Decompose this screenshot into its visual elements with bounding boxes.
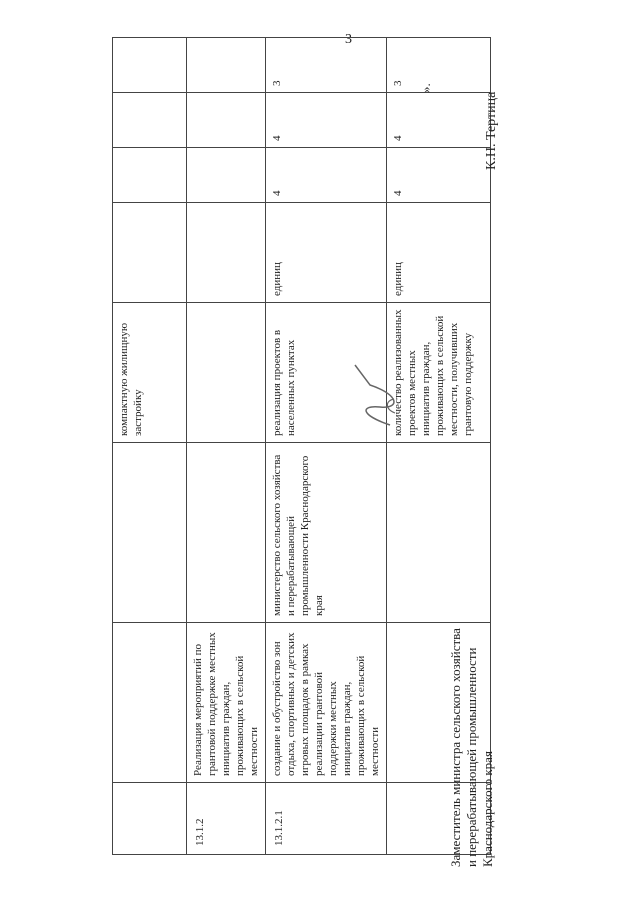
cell-value	[187, 38, 266, 93]
signer-position	[448, 628, 496, 867]
cell-value: 4	[387, 148, 491, 203]
cell-code	[113, 783, 187, 855]
cell-value: 4	[266, 148, 387, 203]
table-row	[187, 38, 266, 855]
cell-unit: единиц	[387, 203, 491, 303]
cell-name: Реализация мероприятий по грантовой поддержке местных инициатив граждан, проживающих в сельской местности	[187, 623, 266, 783]
cell-value	[187, 148, 266, 203]
cell-value: 3	[266, 38, 387, 93]
cell-executor	[113, 443, 187, 623]
cell-code: 13.1.2.1	[266, 783, 387, 855]
closing-quote: ».	[418, 83, 433, 93]
cell-code: 13.1.2	[187, 783, 266, 855]
cell-executor	[187, 443, 266, 623]
cell-name: создание и обустройство зон отдыха, спортивных и детских игровых площадок в рамках реализации грантовой поддержки местных инициатив граждан, проживающих в сельской местности	[266, 623, 387, 783]
cell-value: 4	[266, 93, 387, 148]
program-table	[112, 37, 491, 855]
signer-position-line: и перерабатывающей промышленности	[464, 647, 479, 867]
cell-value	[187, 93, 266, 148]
cell-unit: единиц	[266, 203, 387, 303]
page-number: 3	[345, 32, 352, 47]
cell-value	[113, 93, 187, 148]
cell-indicator: реализация проектов в населенных пунктах	[266, 303, 387, 443]
cell-value: 3	[387, 38, 491, 93]
cell-unit	[187, 203, 266, 303]
cell-value	[113, 148, 187, 203]
cell-indicator: компактную жилищную застройку	[113, 303, 187, 443]
table-row	[266, 38, 387, 855]
handwritten-signature	[350, 355, 415, 435]
table-row	[113, 38, 187, 855]
cell-executor: министерство сельского хозяйства и перерабатывающей промышленности Краснодарского края	[266, 443, 387, 623]
cell-executor	[387, 443, 491, 623]
cell-indicator: количество реализованных проектов местных инициатив граждан, проживающих в сельской местности, получивших грантовую поддержку	[387, 303, 491, 443]
signer-name: К.Н. Тертица	[484, 91, 499, 170]
cell-name	[113, 623, 187, 783]
signer-position-line: Заместитель министра сельского хозяйства	[448, 628, 463, 867]
signer-position-line: Краснодарского края	[480, 751, 495, 867]
cell-value: 4	[387, 93, 491, 148]
cell-unit	[113, 203, 187, 303]
cell-indicator	[187, 303, 266, 443]
cell-value	[113, 38, 187, 93]
